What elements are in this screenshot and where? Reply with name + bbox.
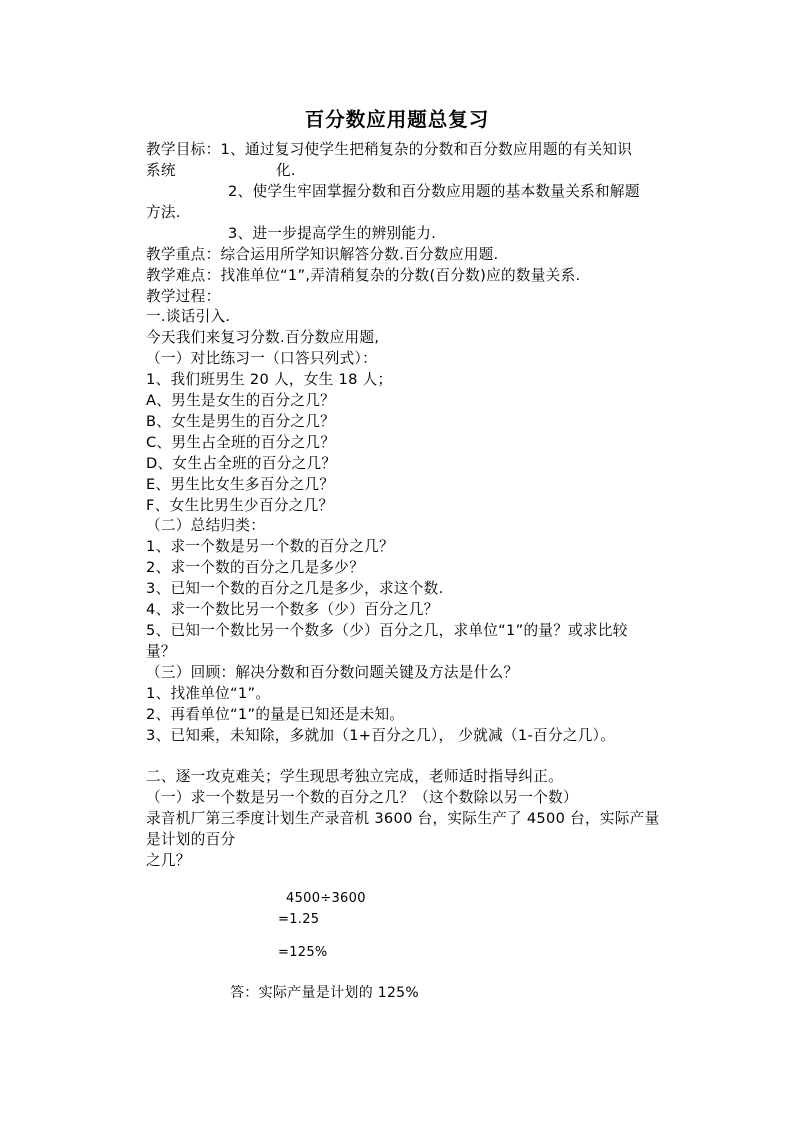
calc-step-1: 4500÷3600	[286, 891, 366, 906]
goal-2-line-1: 2、使学生牢固掌握分数和百分数应用题的基本数量关系和解题	[228, 183, 640, 200]
sub-2-heading: （二）总结归类：	[146, 517, 266, 534]
list-item: 1、我们班男生 20 人，女生 18 人；	[146, 371, 393, 388]
section-2-heading: 二、逐一攻克难关；学生现思考独立完成，老师适时指导纠正。	[146, 768, 564, 785]
section-1-heading: 一.谈话引入.	[146, 308, 231, 325]
list-item: F、女生比男生少百分之几？	[146, 497, 334, 514]
list-item: 3、已知乘，未知除，多就加（1+百分之几）， 少就减（1-百分之几）。	[146, 727, 616, 744]
goals-label: 教学目标：	[146, 141, 221, 158]
problem-line: 是计划的百分	[146, 831, 236, 848]
goal-3: 3、进一步提高学生的辨别能力.	[228, 225, 437, 242]
goal-1-line-2-start: 系统	[146, 162, 176, 179]
goal-1-line-1	[146, 139, 632, 160]
goal-2-line-2: 方法.	[146, 204, 181, 221]
calc-step-2: =1.25	[278, 912, 320, 927]
section-1-intro: 今天我们来复习分数.百分数应用题,	[146, 329, 380, 346]
list-item: 5、已知一个数比另一个数多（少）百分之几，求单位“1”的量？或求比较	[146, 622, 628, 639]
list-item: 2、求一个数的百分之几是多少？	[146, 559, 365, 576]
list-item: 2、再看单位“1”的量是已知还是未知。	[146, 706, 405, 723]
list-item: 4、求一个数比另一个数多（少）百分之几？	[146, 601, 439, 618]
list-item: D、女生占全班的百分之几？	[146, 455, 337, 472]
list-item: 3、已知一个数的百分之几是多少，求这个数.	[146, 580, 444, 597]
key-point: 教学重点：综合运用所学知识解答分数.百分数应用题.	[146, 246, 499, 263]
sub-1-heading: （一）对比练习一（口答只列式）：	[146, 350, 378, 367]
list-item: 1、找准单位“1”。	[146, 685, 271, 702]
list-item: E、男生比女生多百分之几？	[146, 476, 335, 493]
answer: 答：实际产量是计划的 125%	[230, 985, 419, 1001]
goal-1-text: 1、通过复习使学生把稍复杂的分数和百分数应用题的有关知识	[220, 141, 633, 158]
process-label: 教学过程：	[146, 288, 221, 305]
list-item: 1、求一个数是另一个数的百分之几？	[146, 538, 394, 555]
goal-1-line-2-end: 化.	[276, 162, 296, 179]
list-item: B、女生是男生的百分之几？	[146, 413, 336, 430]
calc-step-3: =125%	[278, 945, 328, 960]
difficulty: 教学难点：找准单位“1”,弄清稍复杂的分数(百分数)应的数量关系.	[146, 267, 581, 284]
problem-line: 录音机厂第三季度计划生产录音机 3600 台，实际生产了 4500 台，实际产量	[146, 810, 660, 827]
list-item: A、男生是女生的百分之几？	[146, 392, 336, 409]
section-2-sub-1-heading: （一）求一个数是另一个数的百分之几？（这个数除以另一个数）	[146, 789, 578, 806]
list-item: C、男生占全班的百分之几？	[146, 434, 336, 451]
sub-3-heading: （三）回顾：解决分数和百分数问题关键及方法是什么？	[146, 664, 519, 681]
problem-line: 之几？	[146, 852, 191, 869]
list-item: 量？	[146, 643, 176, 660]
page-title: 百分数应用题总复习	[304, 108, 490, 131]
